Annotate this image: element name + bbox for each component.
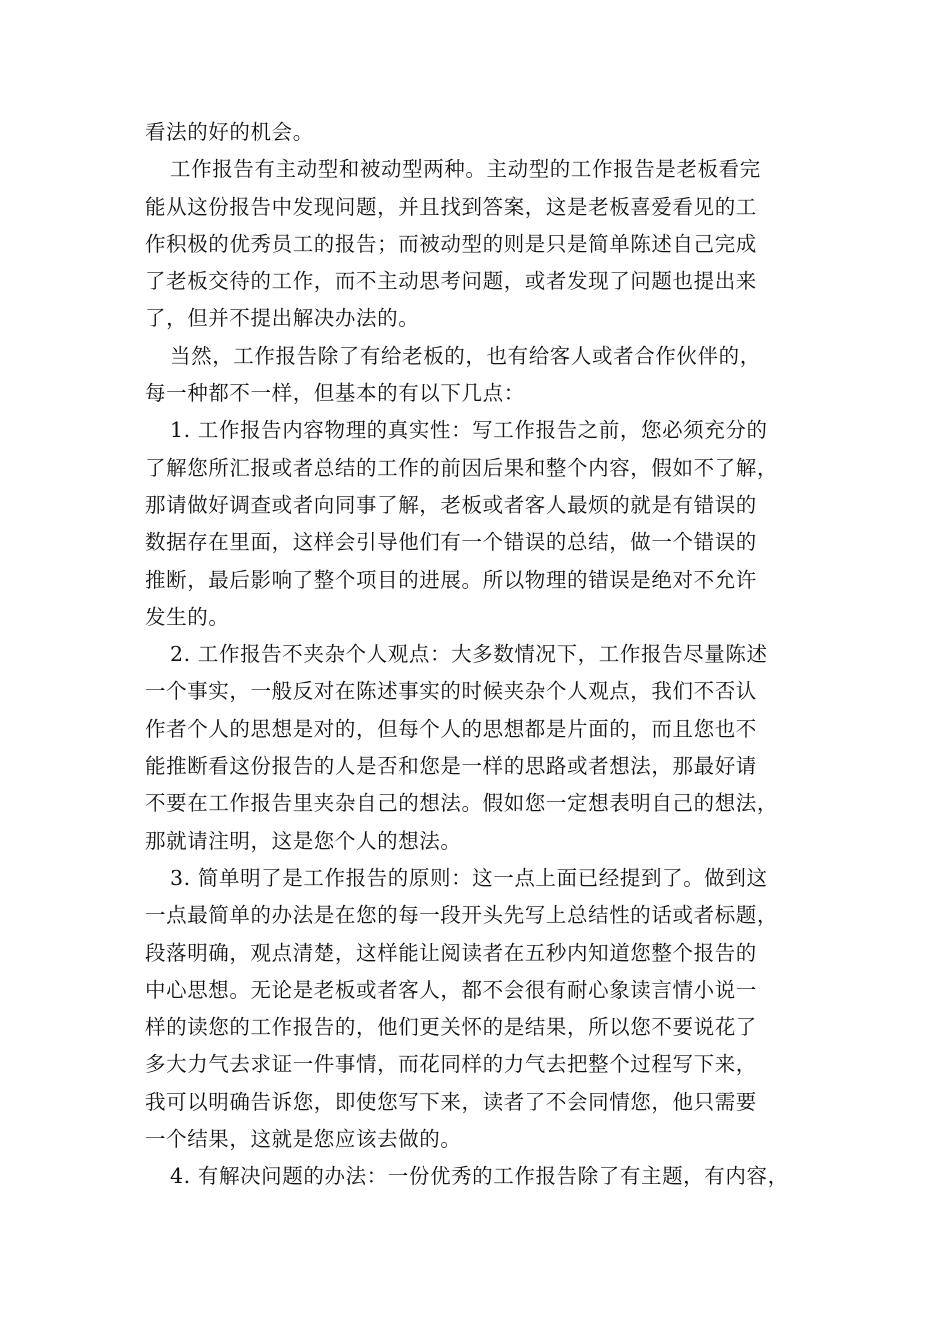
text-line: 中心思想。无论是老板或者客人，都不会很有耐心象读言情小说一 — [145, 977, 757, 1002]
text-line: 了解您所汇报或者总结的工作的前因后果和整个内容，假如不了解， — [145, 455, 778, 480]
paragraph-first-line: 工作报告有主动型和被动型两种。主动型的工作报告是老板看完 — [170, 157, 761, 182]
list-item-first-line: 2. 工作报告不夹杂个人观点：大多数情况下，工作报告尽量陈述 — [170, 642, 768, 667]
text-line: 那就请注明，这是您个人的想法。 — [145, 828, 462, 853]
text-line: 一点最简单的办法是在您的每一段开头先写上总结性的话或者标题， — [145, 903, 778, 928]
text-line: 作积极的优秀员工的报告；而被动型的则是只是简单陈述自己完成 — [145, 231, 757, 256]
text-line: 能推断看这份报告的人是否和您是一样的思路或者想法，那最好请 — [145, 754, 757, 779]
document-body — [145, 114, 825, 1196]
text-line: 那请做好调查或者向同事了解，老板或者客人最烦的就是有错误的 — [145, 492, 757, 517]
text-line: 能从这份报告中发现问题，并且找到答案，这是老板喜爱看见的工 — [145, 194, 757, 219]
text-line: 了，但并不提出解决办法的。 — [145, 306, 420, 331]
text-line: 一个结果，这就是您应该去做的。 — [145, 1127, 462, 1152]
text-line: 每一种都不一样，但基本的有以下几点： — [145, 381, 525, 406]
list-item-first-line: 4. 有解决问题的办法：一份优秀的工作报告除了有主题，有内容， — [170, 1164, 789, 1189]
text-line: 看法的好的机会。 — [145, 120, 314, 144]
paragraph-first-line: 当然，工作报告除了有给老板的，也有给客人或者合作伙伴的， — [170, 343, 761, 368]
text-line: 我可以明确告诉您，即使您写下来，读者了不会同情您，他只需要 — [145, 1089, 757, 1114]
text-line: 推断，最后影响了整个项目的进展。所以物理的错误是绝对不允许 — [145, 567, 757, 592]
text-line: 作者个人的思想是对的，但每个人的思想都是片面的，而且您也不 — [145, 716, 757, 741]
text-line: 数据存在里面，这样会引导他们有一个错误的总结，做一个错误的 — [145, 530, 757, 555]
text-line: 多大力气去求证一件事情，而花同样的力气去把整个过程写下来， — [145, 1052, 757, 1077]
text-line: 发生的。 — [145, 604, 230, 629]
text-line: 一个事实，一般反对在陈述事实的时候夹杂个人观点，我们不否认 — [145, 679, 757, 704]
list-item-first-line: 1. 工作报告内容物理的真实性：写工作报告之前，您必须充分的 — [170, 418, 768, 443]
list-item-first-line: 3. 简单明了是工作报告的原则：这一点上面已经提到了。做到这 — [170, 865, 768, 890]
text-line: 不要在工作报告里夹杂自己的想法。假如您一定想表明自己的想法， — [145, 791, 778, 816]
text-line: 段落明确，观点清楚，这样能让阅读者在五秒内知道您整个报告的 — [145, 940, 757, 965]
text-line: 样的读您的工作报告的，他们更关怀的是结果，所以您不要说花了 — [145, 1015, 757, 1040]
text-line: 了老板交待的工作，而不主动思考问题，或者发现了问题也提出来 — [145, 269, 757, 294]
